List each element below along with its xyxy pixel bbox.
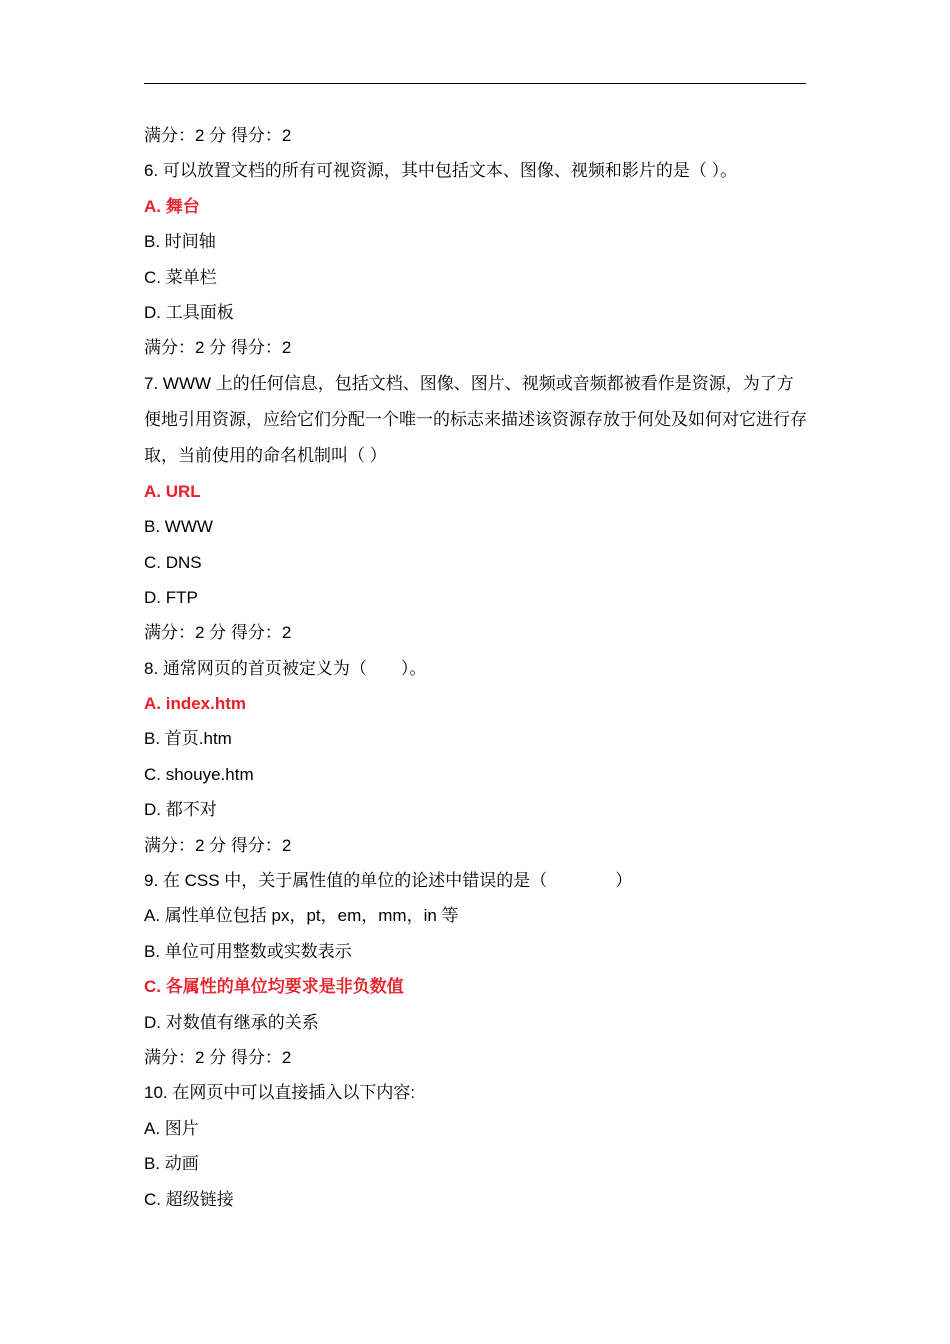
option-a-correct: A. URL <box>144 481 201 501</box>
option-c-correct: C. 各属性的单位均要求是非负数值 <box>144 977 404 997</box>
question-stem: 6. 可以放置文档的所有可视资源，其中包括文本、图像、视频和影片的是（ ）。 <box>144 161 738 181</box>
option-a-correct: A. 舞台 <box>144 196 200 216</box>
option-c: C. 超级链接 <box>144 1189 234 1209</box>
option-b: B. 单位可用整数或实数表示 <box>144 941 352 961</box>
question-8 <box>144 651 808 863</box>
option-c: C. DNS <box>144 552 202 572</box>
option-d: D. 工具面板 <box>144 302 234 322</box>
question-9 <box>144 863 808 1075</box>
question-stem: 10. 在网页中可以直接插入以下内容: <box>144 1083 416 1103</box>
option-c: C. 菜单栏 <box>144 267 217 287</box>
option-b: B. 时间轴 <box>144 232 216 252</box>
option-a: A. 属性单位包括 px，pt，em，mm，in 等 <box>144 906 459 926</box>
question-6 <box>144 153 808 365</box>
option-a: A. 图片 <box>144 1118 199 1138</box>
question-stem: 8. 通常网页的首页被定义为（ ）。 <box>144 658 427 678</box>
question-content <box>144 118 808 1217</box>
option-d: D. FTP <box>144 587 198 607</box>
option-b: B. 动画 <box>144 1154 199 1174</box>
question-10 <box>144 1075 808 1217</box>
score-line: 满分：2 分 得分：2 <box>144 835 292 855</box>
option-d: D. 都不对 <box>144 800 217 820</box>
option-b: B. WWW <box>144 517 213 537</box>
score-line: 满分：2 分 得分：2 <box>144 126 292 145</box>
option-c: C. shouye.htm <box>144 764 254 784</box>
option-b: B. 首页.htm <box>144 729 232 749</box>
score-line: 满分：2 分 得分：2 <box>144 1047 292 1067</box>
option-d: D. 对数值有继承的关系 <box>144 1012 319 1032</box>
question-7 <box>144 366 808 651</box>
option-a-correct: A. index.htm <box>144 694 247 714</box>
score-line: 满分：2 分 得分：2 <box>144 623 292 643</box>
header-rule <box>144 83 806 84</box>
question-stem: 9. 在 CSS 中，关于属性值的单位的论述中错误的是（ ） <box>144 871 633 891</box>
question-stem: 7. WWW 上的任何信息，包括文档、图像、图片、视频或音频都被看作是资源，为了方便地引用资源，应给它们分配一个唯一的标志来描述该资源存放于何处及如何对它进行存取，当前使用的命名机制叫（ ） <box>144 373 807 465</box>
score-line: 满分：2 分 得分：2 <box>144 338 292 358</box>
